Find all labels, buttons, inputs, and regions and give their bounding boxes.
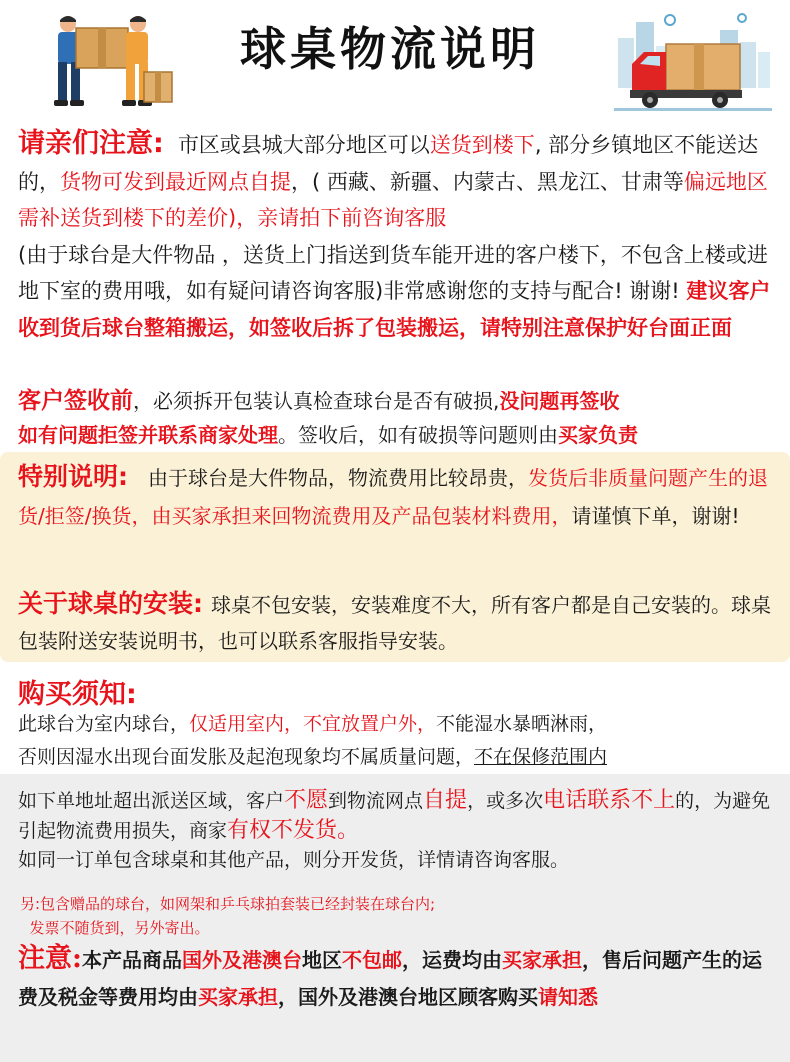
install-paragraph — [18, 586, 773, 659]
final-text-5: ，国外及港澳台地区顾客购买 — [278, 985, 538, 1009]
notice-text-3: ，( 西藏、新疆、内蒙古、黑龙江、甘肃等 — [291, 169, 684, 194]
signoff-highlight-buyer: 买家负责 — [558, 423, 638, 447]
gift-text-2: 发票不随货到，另外寄出。 — [29, 919, 210, 937]
notice-text-4: (由于球台是大件物品 ，送货上门指送到货车能开进的客户楼下，不包含上楼或进地下室的费用哦，如有疑问请咨询客服)非常感谢您的支持与配合! 谢谢! — [18, 242, 768, 303]
install-heading: 关于球桌的安装: — [18, 589, 203, 618]
delivery-truck-illustration — [610, 8, 775, 116]
area-text-3: ，或多次 — [467, 790, 544, 812]
area-text-2: 到物流网点 — [328, 790, 424, 812]
purchase-text-1: 此球台为室内球台， — [18, 713, 190, 735]
signoff-highlight-ok: 没问题再签收 — [499, 389, 620, 413]
final-highlight-buyer-2: 买家承担 — [198, 985, 278, 1009]
gift-text-1: 另:包含赠品的球台，如网架和乒乓球拍套装已经封装在球台内; — [20, 895, 436, 913]
final-highlight-region: 国外及港澳台 — [181, 948, 302, 972]
area-paragraph — [18, 786, 773, 875]
final-text-3: ，运费均由 — [401, 948, 502, 972]
final-paragraph — [18, 940, 773, 1016]
purchase-highlight: 仅适用室内，不宜放置户外， — [189, 713, 437, 735]
page-title: 球桌物流说明 — [240, 22, 540, 76]
area-highlight-refuse: 不愿 — [284, 788, 329, 813]
notice-highlight-remote: 偏远地区需补送货到楼下的差价)，亲请拍下前咨询客服 — [18, 169, 768, 230]
final-text-1: 本产品商品 — [81, 948, 182, 972]
notice-paragraph — [18, 126, 773, 346]
final-highlight-nofree: 不包邮 — [341, 948, 402, 972]
area-text-4: 的，为避免引起物流费用损失，商家 — [18, 790, 771, 842]
special-text-2: 请谨慎下单，谢谢! — [571, 504, 740, 528]
area-text-5: 如同一订单包含球桌和其他产品，则分开发货，详情请咨询客服。 — [18, 849, 570, 871]
notice-highlight-handling: 建议客户收到货后球台整箱搬运，如签收后拆了包装搬运，请特别注意保护好台面正面 — [18, 279, 771, 340]
final-text-2: 地区 — [301, 948, 342, 972]
signoff-text-2: 。签收后，如有破损等问题则由 — [278, 423, 558, 447]
final-highlight-buyer-1: 买家承担 — [501, 948, 582, 972]
signoff-text-1: ，必须拆开包装认真检查球台是否有破损, — [133, 389, 500, 413]
gift-paragraph — [18, 892, 775, 940]
movers-illustration — [40, 10, 175, 115]
signoff-heading: 客户签收前 — [18, 388, 133, 414]
area-highlight-phone: 电话联系不上 — [543, 788, 676, 813]
purchase-heading: 购买须知: — [18, 679, 137, 710]
special-paragraph — [18, 458, 773, 535]
notice-text-1: 市区或县城大部分地区可以 — [177, 133, 430, 157]
special-heading: 特别说明: — [18, 462, 128, 491]
header — [0, 0, 790, 124]
area-highlight-right: 有权不发货。 — [227, 818, 360, 843]
signoff-highlight-refuse: 如有问题拒签并联系商家处理 — [18, 423, 278, 447]
final-text-4: ，售后问题产生的运费及税金等费用均由 — [18, 948, 762, 1009]
purchase-text-3: 否则因湿水出现台面发胀及起泡现象均不属质量问题， — [18, 746, 475, 768]
purchase-paragraph — [18, 708, 773, 774]
final-heading: 注意: — [18, 943, 82, 974]
special-text-1: 由于球台是大件物品，物流费用比较昂贵， — [148, 466, 528, 490]
special-highlight: 发货后非质量问题产生的退货/拒签/换货，由买家承担来回物流费用及产品包装材料费用， — [18, 466, 768, 528]
final-highlight-acknowledge: 请知悉 — [538, 985, 598, 1009]
notice-heading: 请亲们注意: — [18, 128, 164, 159]
purchase-text-2: 不能湿水暴晒淋雨， — [436, 713, 608, 735]
install-text: 球桌不包安装，安装难度不大，所有客户都是自己安装的。球桌包装附送安装说明书，也可以联系客服指导安装。 — [18, 593, 771, 653]
purchase-warranty: 不在保修范围内 — [474, 746, 608, 768]
area-highlight-pickup: 自提 — [423, 788, 468, 813]
signoff-paragraph — [18, 384, 773, 452]
area-text-1: 如下单地址超出派送区域，客户 — [18, 790, 285, 812]
notice-highlight-delivery: 送货到楼下 — [429, 133, 535, 157]
notice-text-2: , 部分乡镇地区不能送达的， — [18, 133, 759, 194]
notice-highlight-pickup: 货物可发到最近网点自提 — [60, 169, 291, 194]
